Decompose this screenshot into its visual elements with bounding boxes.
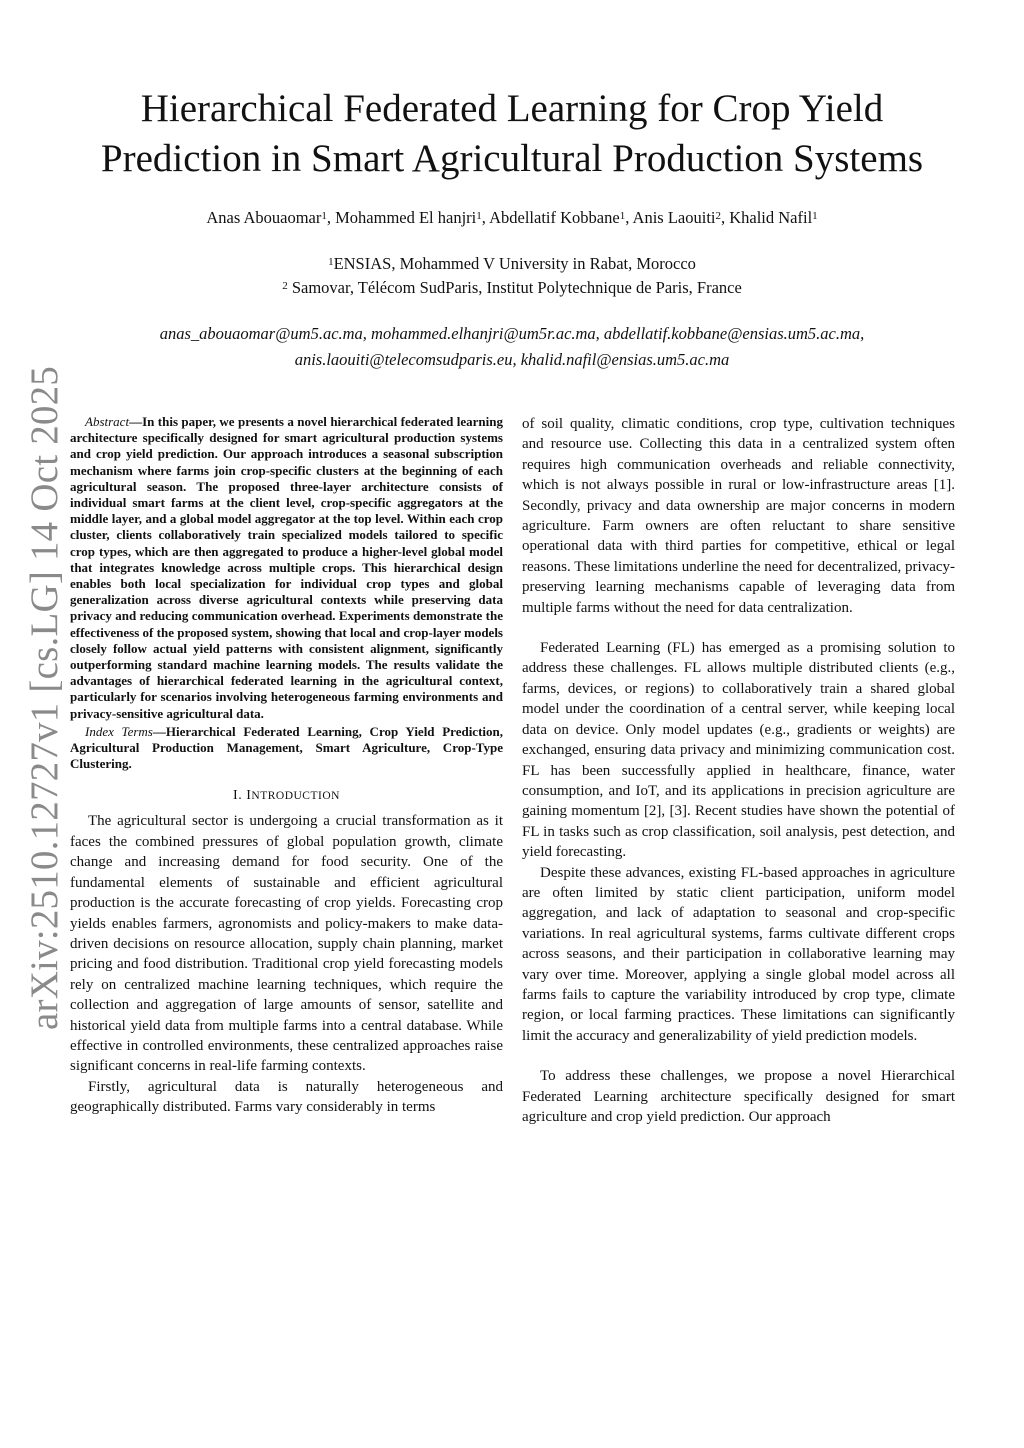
paragraph: To address these challenges, we propose a novel Hierarchical Federated Learning architecture specifically designed for smart agriculture and crop yield prediction. Our approach [522, 1068, 955, 1125]
index-terms-label: Index Terms [85, 723, 153, 739]
author-list [40, 206, 984, 230]
paragraph: Despite these advances, existing FL-based approaches in agriculture are often limited by static client participation, uniform model aggregation, and lack of adaptation to seasonal and crop-specific variations. In real agricultural systems, farms cultivate different crops across seasons, and their participation in collaborative learning may vary over time. Moreover, applying a single global model across all farms fails to capture the variability introduced by crop type, climate region, or local farming practices. These limitations can significantly limit the accuracy and generalizability of yield prediction models. [522, 864, 955, 1044]
paper-title [40, 84, 984, 184]
author: Abdellatif Kobbane$^1$, [489, 208, 633, 227]
affiliations [40, 252, 984, 300]
author-emails [40, 321, 984, 373]
abstract-text: —In this paper, we presents a novel hierarchical federated learning architecture specifically designed for smart agricultural production systems and crop yield prediction. Our approach introduces a seasonal subscription mechanism where farms join crop-specific clusters at the beginning of each agricultural season. The proposed three-layer architecture consists of individual smart farms at the client level, crop-specific aggregators at the middle layer, and a global model aggregator at the top level. Within each crop cluster, clients collaboratively train specialized models tailored to specific crop types, which are then aggregated to produce a higher-level global model that integrates knowledge across multiple crops. This hierarchical design enables both local specialization for individual crop types and global generalization across diverse agricultural contexts while preserving data privacy and reducing communication overhead. Experiments demonstrate the effectiveness of the proposed system, showing that local and crop-layer models closely follow actual yield patterns with consistent alignment, significantly outperforming standard machine learning models. The results validate the advantages of hierarchical federated learning in the agricultural context, particularly for scenarios involving heterogeneous farming environments and privacy-sensitive agricultural data. [70, 414, 503, 721]
affiliation: $^1$ENSIAS, Mohammed V University in Rabat, Morocco [328, 254, 696, 273]
email-line: anas_abouaomar@um5.ac.ma, mohammed.elhanjri@um5r.ac.ma, abdellatif.kobbane@ensias.um5.ac.ma, [159, 324, 865, 343]
section-heading-introduction: I. INTRODUCTION [233, 788, 340, 804]
author: Anas Abouaomar$^1$, [206, 208, 336, 227]
index-terms-text: —Hierarchical Federated Learning, Crop Yield Prediction, Agricultural Production Management, Smart Agriculture, Crop-Type Clustering. [70, 723, 504, 772]
title-line-2: Prediction in Smart Agricultural Production Systems [100, 137, 924, 180]
index-terms [70, 724, 503, 773]
abstract-label: Abstract [85, 414, 130, 429]
title-line-1: Hierarchical Federated Learning for Crop Yield [140, 87, 884, 130]
paragraph: of soil quality, climatic conditions, crop type, cultivation techniques and resource use. Collecting this data in a centralized system often requires high communication overheads and reliable connectivity, which is not always possible in rural or low-infrastructure areas [1]. Secondly, privacy and data ownership are major concerns in modern agriculture. Farm owners are often reluctant to share sensitive operational data with third parties for competitive, ethical or legal reasons. These limitations underline the need for decentralized, privacy-preserving learning mechanisms capable of leveraging data from multiple farms without the need for data centralization. [522, 416, 955, 616]
arxiv-identifier: arXiv:2510.12727v1 [cs.LG] 14 Oct 2025 [23, 366, 66, 1030]
affiliation: $^2$ Samovar, Télécom SudParis, Institut Polytechnique de Paris, France [282, 278, 742, 297]
paragraph: The agricultural sector is undergoing a crucial transformation as it faces the combined pressures of global population growth, climate change and increasing demand for food security. One of the fundamental elements of sustainable and efficient agricultural production is the accurate forecasting of crop yields. Forecasting crop yields enables farmers, agronomists and policy-makers to make data-driven decisions on resource allocation, supply chain planning, market pricing and food distribution. Traditional crop yield forecasting models rely on centralized machine learning techniques, which require the collection and aggregation of large amounts of sensor, satellite and historical yield data from multiple farms into a central database. While effective in controlled environments, these centralized approaches raise significant concerns in real-life farming contexts. [70, 813, 503, 1075]
abstract [70, 414, 503, 722]
left-column [70, 414, 503, 1118]
paragraph: Federated Learning (FL) has emerged as a promising solution to address these challenges. FL allows multiple distributed clients (e.g., farms, devices, or regions) to collaboratively train a shared global model under the coordination of a central server, while keeping local data on device. Only model updates (e.g., gradients or weights) are exchanged, ensuring data privacy and minimizing communication cost. FL has been successfully applied in healthcare, finance, water consumption, and IoT, and its applications in precision agriculture are gaining momentum [2], [3]. Recent studies have shown the potential of FL in tasks such as crop classification, soil analysis, pest detection, and yield forecasting. [522, 640, 955, 861]
author: Anis Laouiti$^2$, [632, 208, 730, 227]
right-column [522, 414, 955, 1127]
author: Khalid Nafil$^1$ [729, 208, 818, 227]
paragraph: Firstly, agricultural data is naturally heterogeneous and geographically distributed. Farms vary considerably in terms [70, 1078, 503, 1116]
email-line: anis.laouiti@telecomsudparis.eu, khalid.nafil@ensias.um5.ac.ma [294, 350, 730, 369]
author: Mohammed El hanjri$^1$, [335, 208, 490, 227]
